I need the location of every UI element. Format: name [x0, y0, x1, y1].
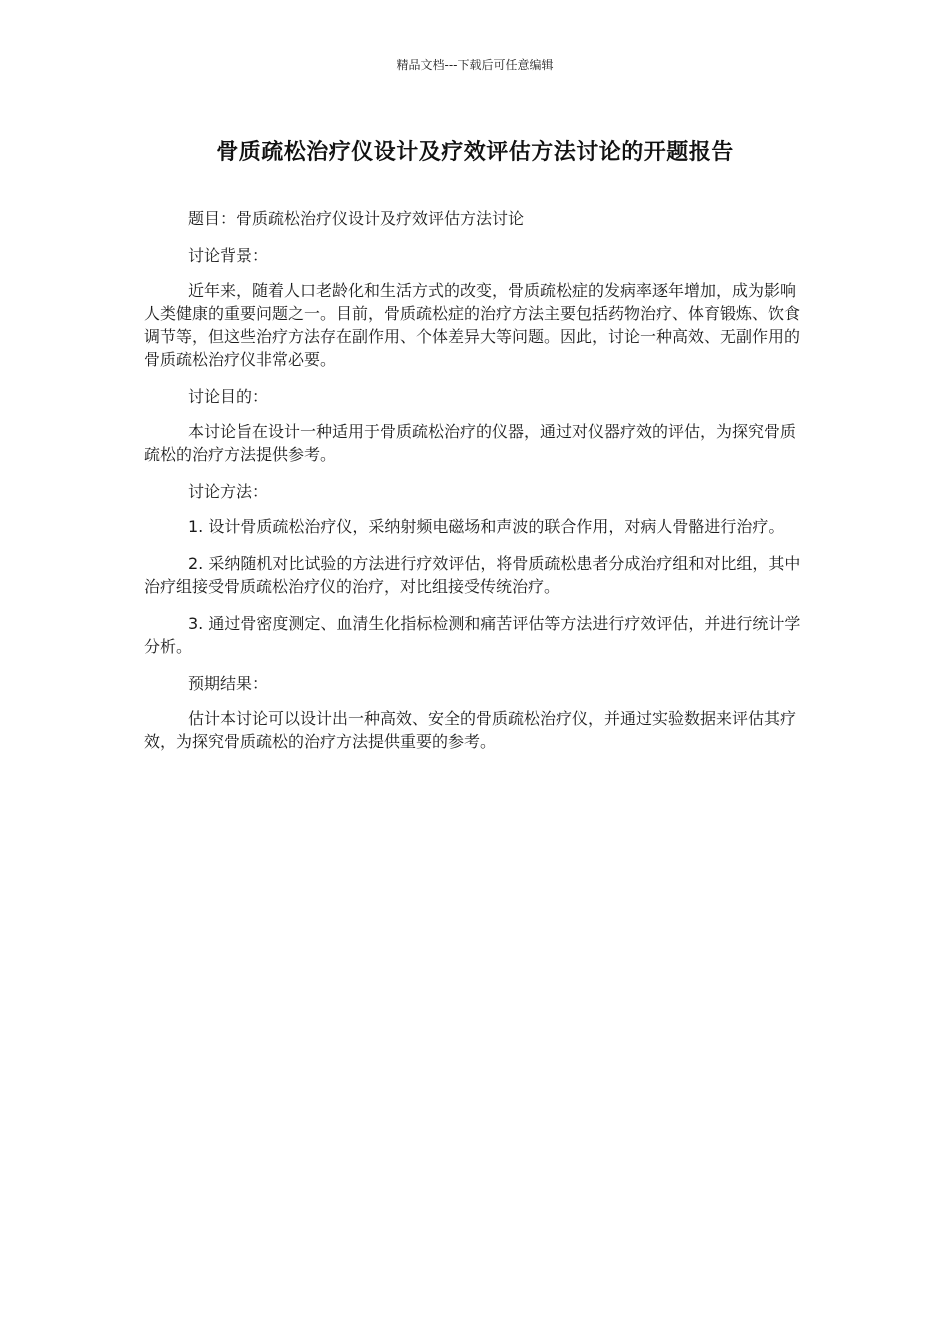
document-title: 骨质疏松治疗仪设计及疗效评估方法讨论的开题报告 [216, 140, 734, 165]
expected-results-paragraph: 估计本讨论可以设计出一种高效、安全的骨质疏松治疗仪，并通过实验数据来评估其疗效，为探究骨质疏松的治疗方法提供重要的参考。 [144, 709, 797, 751]
topic-line: 题目：骨质疏松治疗仪设计及疗效评估方法讨论 [188, 209, 525, 228]
document-body [144, 207, 808, 767]
section-heading-background: 讨论背景： [188, 246, 269, 265]
background-paragraph: 近年来，随着人口老龄化和生活方式的改变，骨质疏松症的发病率逐年增加，成为影响人类健康的重要问题之一。目前，骨质疏松症的治疗方法主要包括药物治疗、体育锻炼、饮食调节等，但这些治疗方法存在副作用、个体差异大等问题。因此，讨论一种高效、无副作用的骨质疏松治疗仪非常必要。 [144, 281, 801, 369]
section-heading-expected-results: 预期结果： [188, 674, 269, 693]
method-item-2: 2. 采纳随机对比试验的方法进行疗效评估，将骨质疏松患者分成治疗组和对比组，其中治疗组接受骨质疏松治疗仪的治疗，对比组接受传统治疗。 [144, 554, 801, 596]
method-item-1: 1. 设计骨质疏松治疗仪，采纳射频电磁场和声波的联合作用，对病人骨骼进行治疗。 [188, 517, 785, 536]
page-header-note: 精品文档---下载后可任意编辑 [396, 58, 554, 72]
method-item-3: 3. 通过骨密度测定、血清生化指标检测和痛苦评估等方法进行疗效评估，并进行统计学分析。 [144, 614, 801, 656]
purpose-paragraph: 本讨论旨在设计一种适用于骨质疏松治疗的仪器，通过对仪器疗效的评估，为探究骨质疏松的治疗方法提供参考。 [144, 422, 797, 464]
section-heading-purpose: 讨论目的： [188, 387, 269, 406]
section-heading-methods: 讨论方法： [188, 482, 269, 501]
